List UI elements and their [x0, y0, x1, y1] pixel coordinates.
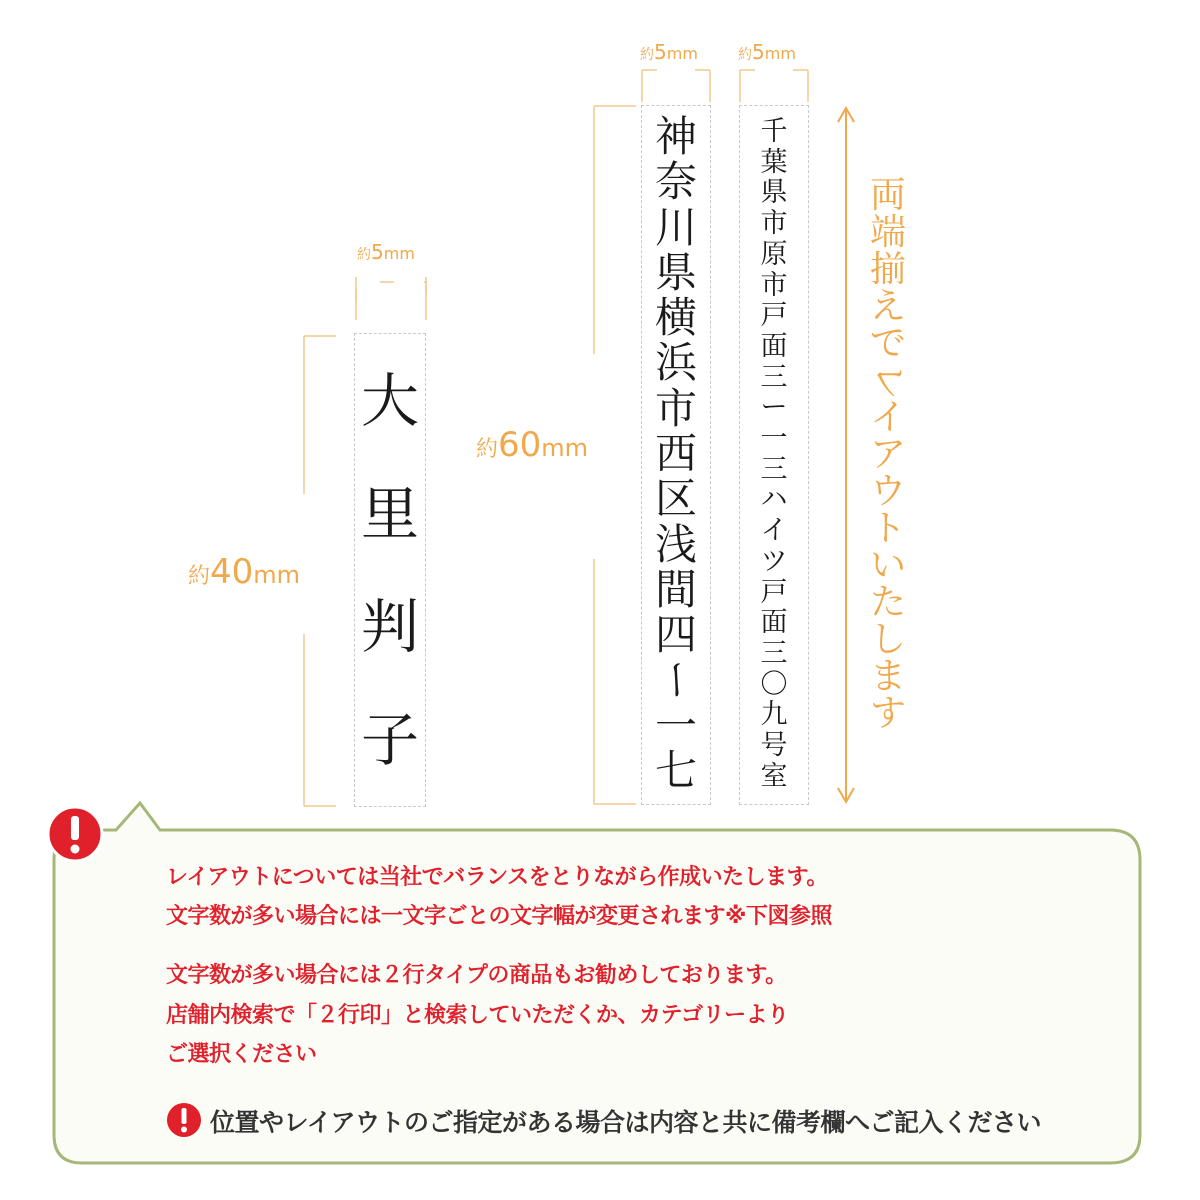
stamp-char: 横: [654, 293, 697, 343]
stamp-char: 奈: [654, 157, 697, 207]
note-char: い: [869, 545, 906, 586]
stamp-char: 里: [360, 479, 419, 548]
stamp-char: 室: [760, 760, 788, 792]
stamp-char: ツ: [760, 545, 788, 577]
exclamation-circle-icon: [46, 805, 104, 863]
stamp-char: ハ: [760, 484, 788, 516]
stamp-char: 市: [760, 269, 788, 301]
stamp-char: 浅: [654, 519, 697, 569]
note-char: す: [869, 693, 906, 734]
stamp-char: 一: [654, 700, 697, 750]
stamp-char: 四: [654, 610, 697, 660]
stamp-char: 戸: [760, 576, 788, 608]
stamp-char: 三: [760, 361, 788, 393]
stamp-char: 浜: [654, 338, 697, 388]
stamp-char: 九: [760, 699, 788, 731]
stamp-char: 三: [760, 453, 788, 485]
note-char: ウ: [869, 471, 906, 512]
note-char: ま: [869, 656, 906, 697]
stamp-char: 面: [760, 330, 788, 362]
stamp-char: 三: [760, 637, 788, 669]
stamp-char: 子: [360, 705, 419, 774]
note-char: し: [869, 619, 906, 660]
note-char: レ: [868, 363, 910, 400]
stamp-char: イ: [760, 515, 788, 547]
name-width-label: 約5mm: [357, 240, 415, 264]
stamp-char: 市: [760, 208, 788, 240]
stamp-char: 戸: [760, 300, 788, 332]
note-char: ア: [869, 434, 906, 475]
stamp-char: ー: [760, 392, 788, 424]
stamp-char: 市: [654, 383, 697, 433]
notice-line: ご選択ください: [166, 1042, 317, 1067]
stamp-char: 一: [760, 423, 788, 455]
notice-footer: 位置やレイアウトのご指定がある場合は内容と共に備考欄へご記入ください: [210, 1108, 1042, 1137]
note-char: ト: [869, 508, 906, 549]
note-char: え: [869, 286, 906, 327]
stamp-char: 川: [654, 202, 697, 252]
stamp-char: 県: [654, 247, 697, 297]
address2-width-label: 約5mm: [738, 40, 796, 64]
stamp-char: 県: [760, 177, 788, 209]
address1-width-label: 約5mm: [640, 40, 698, 64]
stamp-char: 西: [654, 428, 697, 478]
note-char: た: [869, 582, 906, 623]
stamp-char: 〇: [760, 668, 788, 700]
exclamation-circle-icon: [166, 1102, 202, 1138]
stamp-char: ー: [651, 659, 701, 702]
stamp-char: 神: [654, 112, 697, 161]
note-char: 端: [869, 212, 906, 253]
stamp-char: 間: [654, 564, 697, 614]
note-char: 揃: [869, 249, 906, 290]
notice-line: レイアウトについては当社でバランスをとりながら作成いたします。: [166, 865, 828, 890]
stamp-char: 原: [760, 238, 788, 270]
stamp-char: 面: [760, 607, 788, 639]
notice-line: 文字数が多い場合には一文字ごとの文字幅が変更されます※下図参照: [166, 904, 832, 929]
note-char: 両: [869, 175, 906, 216]
name-height-label: 約40mm: [188, 552, 301, 592]
stamp-char: 大: [360, 366, 419, 435]
stamp-char: 区: [654, 474, 697, 524]
stamp-char: 七: [654, 745, 697, 795]
note-char: で: [869, 323, 906, 364]
notice-line: 文字数が多い場合には２行タイプの商品もお勧めしております。: [166, 963, 787, 988]
stamp-char: 千: [760, 116, 788, 147]
notice-line: 店舗内検索で「２行印」と検索していただくか、カテゴリーより: [166, 1003, 789, 1028]
address1-height-label: 約60mm: [476, 425, 589, 465]
note-char: イ: [869, 397, 906, 438]
stamp-char: 判: [360, 592, 419, 661]
stamp-char: 葉: [760, 146, 788, 178]
stamp-char: 号: [760, 730, 788, 762]
